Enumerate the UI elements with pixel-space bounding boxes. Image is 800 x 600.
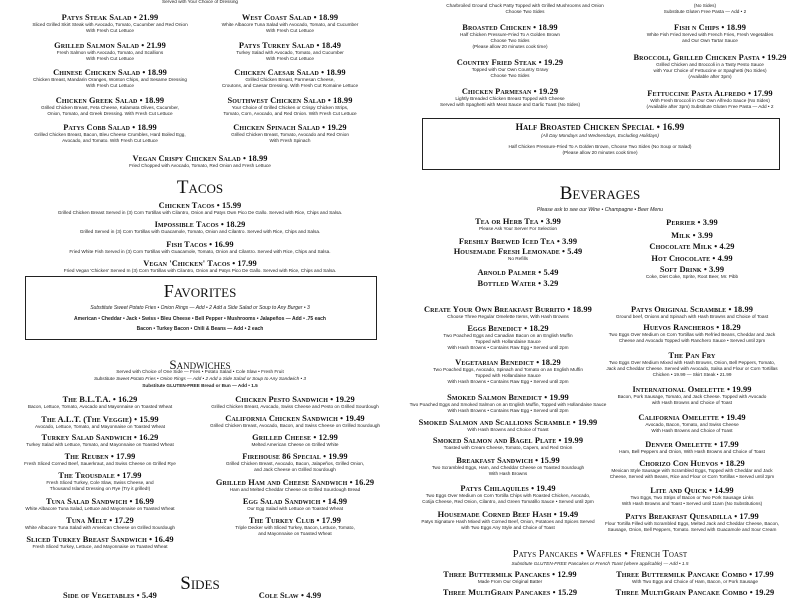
sandwich-item: [3, 433, 198, 448]
menu-item-description: Patys Signature Hash Mixed with Corned Beef, Onion, Potatoes and Spices Served with Two Eggs Any Style and Choice of Toast: [421, 519, 595, 530]
menu-item-title: Patys Turkey Salad • 18.49: [238, 41, 342, 50]
menu-item-title: Egg Salad Sandwich • 14.99: [242, 497, 348, 506]
menu-item-description: Two Eggs Over Medium on Corn Tortillas with Refried Beans, Cheddar and Jack Cheese and Avocado Topped with Ranchero Sauce • Served until 2pm: [608, 332, 776, 343]
menu-item-description: Fresh Sliced Corned Beef, Sauerkraut, and Swiss Cheese on Grilled Rye: [24, 461, 176, 466]
sandwich-item: [3, 415, 198, 430]
menu-item-description: Made From Our Original Batter: [477, 579, 543, 584]
menu-item-title: The Trousdale • 17.99: [58, 471, 142, 480]
menu-item-title: Broccoli, Grilled Chicken Pasta • 19.29: [633, 53, 787, 62]
sandwich-item: [195, 433, 395, 448]
menu-item-description: Grilled Served in (3) Corn Tortillas with Guacamole, Tomato, Onion and Cilantro. Served with Rice, Chips and Salsa.: [79, 229, 321, 234]
menu-item-title: Smoked Salmon Benedict • 19.99: [447, 393, 569, 402]
menu-item-description: Ham, Bell Peppers and Onion, With Hash Browns and Choice of Toast: [619, 449, 765, 454]
menu-item-title: Chinese Chicken Salad • 18.99: [53, 68, 167, 77]
menu-item-description: Turkey Salad with Avocado, Tomato, and Cucumber With Fresh Cut Lettuce: [236, 50, 344, 61]
dinner-item: [405, 23, 615, 50]
pancakes-heading: Patys Pancakes • Waffles • French Toast: [512, 549, 688, 560]
menu-item-title: Chicken Pesto Sandwich • 19.29: [235, 395, 355, 404]
menu-item-title: Lite and Quick • 14.99: [650, 486, 734, 495]
menu-item-description: Grilled Chicken Breast, Avocado, Bacon, Jalapeños, Grilled Onion, and Jack Cheese on Grilled Sourdough: [225, 461, 365, 472]
menu-item-title: Smoked Salmon and Scallions Scramble • 19.99: [418, 418, 598, 427]
salad-item: [185, 13, 395, 34]
menu-item-title: Patys Chilaquiles • 19.49: [460, 484, 556, 493]
beverage-item: [592, 242, 792, 251]
menu-item-description: Coke, Diet Coke, Sprite, Root Beer, Mr. Pibb: [645, 274, 739, 279]
menu-item-description: Grilled Chicken Breast, Feta Cheese, Kalamata Olives, Cucumber, Onion, Tomato, and Greek Dressing. With Fresh Cut Lettuce: [40, 105, 180, 116]
beverage-item: [592, 254, 792, 263]
menu-item-title: Freshly Brewed Iced Tea • 3.99: [458, 237, 578, 246]
menu-item-description: Sliced Grilled Skirt Steak with Avocado, Tomato, Cucumber and Red Onion With Fresh Cut Lettuce: [32, 22, 188, 33]
menu-item-description: With Hash Browns and Choice of Toast: [467, 427, 549, 432]
menu-item-title: The B.L.T.A. • 16.29: [62, 395, 138, 404]
menu-item-title: Vegan Crispy Chicken Salad • 18.99: [132, 154, 268, 163]
menu-item-description: Bacon, Pork Sausage, Tomato, and Jack Cheese. Topped with Avocado with Hash Browns and Choice of Toast: [617, 394, 767, 405]
salad-item: [50, 154, 350, 169]
menu-item-title: Tuna Melt • 17.29: [66, 516, 134, 525]
beverage-item: [592, 218, 792, 227]
right-menu-page: [400, 0, 800, 600]
pancake-item: [590, 570, 800, 585]
sandwich-item: [3, 535, 198, 550]
taco-item: [10, 240, 390, 255]
menu-item-title: Soft Drink • 3.99: [659, 265, 725, 274]
menu-item-description: Fresh Sliced Turkey, Cole Slaw, Swiss Cheese, and Thousand Island Dressing on Rye (Try it grilled!): [46, 480, 154, 491]
menu-item-description: Two Eggs Over Medium on Corn Tortilla Chips with Roasted Chicken, Avocado, Cotija Cheese, Red Onion, Cilantro, and Green Tomatillo Sauce • Served until 2pm: [422, 493, 594, 504]
menu-item-description: Two Poached Eggs and Smoked Salmon on an English Muffin, Topped with Hollandaise Sauce With Hash Browns • Contains Raw Egg • Served until 2pm: [409, 402, 607, 413]
menu-item-description: Fried White Fish Served in (3) Corn Tortillas with Guacamole, Tomato, Onion and Cilantro. Served with Rice, Chips and Salsa.: [69, 249, 331, 254]
salad-item: [185, 96, 395, 117]
menu-item-description: Fried Chopped with Avocado, Tomato, Red Onion and Fresh Lettuce: [129, 163, 271, 168]
menu-item-description: Avocado, Bacon, Tomato, and Swiss Cheese With Hash Browns and Choice of Toast: [645, 422, 739, 433]
menu-item-description: With Two Eggs and Choice of Ham, Bacon, or Pork Sausage: [631, 579, 759, 584]
menu-item-description: Grilled Chicken and Broccoli in a Tasty Pesto Sauce with Your Choice of Fettuccine or Spaghetti (No Sides) (Available after 3pm): [653, 62, 767, 79]
menu-item-description: Please Ask Your Server For Selection: [479, 226, 557, 231]
taco-item: [10, 220, 390, 235]
menu-item-title: The A.L.T. (The Veggie) • 15.99: [41, 415, 159, 424]
menu-item-description: Flour Tortilla Filled with Scrambled Eggs, Melted Jack and Cheddar Cheese, Bacon, Sausage, Onion, Bell Peppers, Tomato. Served with Guacamole and Sour Cream: [605, 521, 779, 532]
sandwich-item: [3, 471, 198, 492]
menu-item-title: Tuna Salad Sandwich • 16.99: [45, 497, 155, 506]
sides-heading: Sides: [180, 573, 220, 594]
menu-item-title: Breakfast Sandwich • 15.99: [456, 456, 560, 465]
menu-item-title: Chicken Caesar Salad • 18.99: [234, 68, 346, 77]
dinner-item: [610, 89, 800, 110]
salad-item: [5, 41, 215, 62]
menu-item-description: With Fresh Broccoli in Our Own Alfredo Sauce (No Sides) (Available after 3pm) Substitute Gluten Free Pasta — Add • 2: [646, 98, 774, 109]
pancake-item: [405, 570, 615, 585]
menu-item-title: Vegan 'Chicken' Tacos • 17.99: [143, 259, 257, 268]
menu-item-description: Two Eggs, Two Strips of Bacon or Two Pork Sausage Links With Hash Browns and Toast • Served until 11am (No Substitutions): [621, 495, 763, 506]
sandwich-item: [195, 478, 395, 493]
tacos-heading: Tacos: [176, 177, 224, 198]
menu-item-description: Grilled Chicken Breast, Parmesan Cheese, Croutons, and Caesar Dressing. With Fresh Cut Romaine Lettuce: [221, 77, 359, 88]
beverages-note: Please ask to see our Wine • Champagne • Beer Menu: [536, 207, 664, 213]
half-chicken-special: [430, 124, 770, 156]
menu-item-description: Grilled Chicken Breast, Bacon, Bleu Cheese Crumbles, Hard Boiled Egg, Avocado, and Tomato. With Fresh Cut Lettuce: [34, 132, 186, 143]
menu-item-description: Chicken Breast, Mandarin Oranges, Wonton Chips, and Sesame Dressing With Fresh Cut Lettuce: [33, 77, 187, 88]
menu-item-title: International Omelette • 19.99: [632, 385, 752, 394]
menu-item-title: Chocolate Milk • 4.29: [649, 242, 735, 251]
menu-item-description: No Refills: [507, 256, 529, 261]
menu-item-title: The Reuben • 17.99: [64, 452, 136, 461]
dinner-note: Choose Two Sides: [505, 9, 545, 14]
menu-item-title: Impossible Tacos • 18.29: [154, 220, 246, 229]
menu-item-title: West Coast Salad • 18.99: [241, 13, 339, 22]
menu-item-title: Chicken Greek Salad • 18.99: [55, 96, 165, 105]
menu-item-description: Turkey Salad with Lettuce, Tomato, and Mayonnaise on Toasted Wheat: [26, 442, 174, 447]
sandwich-item: [195, 497, 395, 512]
menu-item-title: Create Your Own Breakfast Burrito • 18.99: [424, 305, 592, 314]
menu-item-description: Half Chicken Pressure-Fried To A Golden Brown, Choose Two Sides (No Soup or Salad) (Please allow 20 minutes cook time): [508, 144, 692, 155]
menu-item-description: Bacon, Lettuce, Tomato, Avocado and Mayonnaise on Toasted Wheat: [27, 404, 173, 409]
menu-item-title: Fish n Chips • 18.99: [674, 23, 746, 32]
menu-item-description: Mexican Style Sausage with Scrambled Eggs, Topped with Cheddar and Jack Cheese, Served with Beans, Rice and Flour or Corn Tortillas • Served until 2pm: [609, 468, 775, 479]
menu-item-description: Toasted with Cream Cheese, Tomato, Capers, and Red Onion: [443, 445, 573, 450]
beverages-heading: Beverages: [559, 183, 641, 204]
menu-item-description: White Albacore Tuna Salad with American Cheese on Grilled Sourdough: [24, 525, 176, 530]
menu-item-description: Grilled Chicken Breast Served in (3) Corn Tortillas with Cilantro, Onion and Patys Own Pico De Gallo. Served with Rice, Chips and Salsa.: [57, 210, 343, 215]
sandwiches-heading: Sandwiches: [169, 357, 231, 372]
sandwich-item: [195, 452, 395, 473]
menu-item-description: Topped with Our Own Country Gravy Choose Two Sides: [471, 67, 549, 78]
taco-item: [10, 201, 390, 216]
menu-item-description: Our Egg Salad with Lettuce on Toasted Wheat: [246, 506, 344, 511]
menu-item-description: Grilled Chicken Breast, Tomato, Avocado and Red Onion With Fresh Spinach: [231, 132, 349, 143]
menu-item-title: Fettuccine Pasta Alfredo • 17.99: [647, 89, 773, 98]
menu-item-description: Grilled Chicken Breast, Avocado, Swiss Cheese and Pesto on Grilled Sourdough: [211, 404, 379, 409]
side-item: [200, 591, 380, 600]
menu-item-title: Vegetarian Benedict • 18.29: [455, 358, 561, 367]
beverage-item: [592, 231, 792, 240]
menu-item-description: Fresh Salmon with Avocado, Tomato, and Scallions With Fresh Cut Lettuce: [56, 50, 164, 61]
menu-item-title: Chorizo Con Huevos • 18.29: [639, 459, 745, 468]
breakfast-item: [583, 486, 800, 507]
dinner-item: [610, 53, 800, 80]
menu-item-title: Patys Cobb Salad • 18.99: [63, 123, 157, 132]
side-item: [20, 591, 200, 600]
beverage-item: [413, 279, 623, 288]
menu-item-title: Cole Slaw • 4.99: [258, 591, 322, 600]
menu-item-description: White Fish Fried Served with French Fries, Fresh Vegetables and Our Own Tartar Sauce: [646, 32, 774, 43]
breakfast-item: [583, 413, 800, 434]
menu-item-title: Fish Tacos • 16.99: [166, 240, 234, 249]
sandwich-item: [195, 414, 395, 429]
menu-item-title: Turkey Salad Sandwich • 16.29: [41, 433, 159, 442]
breakfast-item: [583, 305, 800, 320]
menu-item-title: Huevos Rancheros • 18.29: [643, 323, 741, 332]
pancake-item: [590, 588, 800, 597]
favorites-note: Substitute Sweet Potato Fries • Onion Rings — Add • 2 Add a Side Salad or Soup to Any Burger • 3: [90, 305, 310, 311]
sandwich-item: [3, 452, 198, 467]
salad-item: [185, 123, 395, 144]
salads-intro: Served with Your Choice of Dressing: [161, 0, 239, 4]
menu-item-description: Two Poached Eggs and Canadian Bacon on an English Muffin Topped with Hollandaise Sauce With Hash Browns • Contains Raw Egg • Served until 2pm: [443, 333, 573, 350]
menu-item-title: Chicken Tacos • 15.99: [158, 201, 242, 210]
menu-item-title: Three Buttermilk Pancakes • 12.99: [443, 570, 577, 579]
menu-item-title: California Chicken Sandwich • 19.49: [225, 414, 365, 423]
taco-item: [10, 259, 390, 274]
salad-item: [5, 96, 215, 117]
menu-item-title: Housemade Corned Beef Hash • 19.49: [437, 510, 579, 519]
menu-item-title: Arnold Palmer • 5.49: [477, 268, 559, 277]
breakfast-item: [583, 512, 800, 533]
menu-item-title: Patys Steak Salad • 21.99: [61, 13, 159, 22]
sandwiches-note: Substitute Sweet Potato Fries • Onion Rings — Add • 2 Add a Side Salad or Soup to Any Sandwich • 3: [93, 376, 307, 381]
menu-item-title: Patys Original Scramble • 18.99: [630, 305, 754, 314]
menu-item-title: The Pan Fry: [668, 351, 716, 360]
menu-item-title: Country Fried Steak • 19.29: [456, 58, 564, 67]
menu-item-description: Choose Three Regular Omelette Items, With Hash Browns: [447, 314, 569, 319]
menu-item-title: Chicken Spinach Salad • 19.29: [233, 123, 347, 132]
menu-item-title: Three MultiGrain Pancake Combo • 19.29: [615, 588, 775, 597]
breakfast-item: [583, 385, 800, 406]
breakfast-item: [583, 323, 800, 344]
sandwiches-note: Substitute GLUTEN-FREE Bread or Bun — Add • 1.5: [142, 383, 258, 388]
sandwich-item: [3, 395, 198, 410]
dinner-note: Charbroiled Ground Chuck Patty Topped with Grilled Mushrooms and Onion: [446, 3, 604, 8]
salad-item: [185, 41, 395, 62]
menu-item-description: Triple Decker with Sliced Turkey, Bacon, Lettuce, Tomato, and Mayonnaise on Toasted Wheat: [235, 525, 355, 536]
pancake-item: [405, 588, 615, 597]
dinner-item: [610, 23, 800, 44]
favorites-note: Bacon • Turkey Bacon • Chili & Beans — Add • 2 each: [136, 326, 264, 332]
menu-item-subtitle: (All Day Mondays and Wednesdays, Excluding Holidays): [541, 133, 659, 138]
menu-item-title: Southwest Chicken Salad • 18.99: [227, 96, 353, 105]
sandwiches-note: Served with Choice of One Side — Fries • Potato Salad • Cole Slaw • Fresh Fruit: [116, 369, 284, 374]
menu-item-title: Bottled Water • 3.29: [477, 279, 559, 288]
breakfast-item: [583, 351, 800, 378]
menu-item-title: Chicken Parmesan • 19.29: [461, 87, 559, 96]
salad-item: [5, 123, 215, 144]
menu-item-description: Two Eggs Over Medium Mixed with Hash Browns, Onion, Bell Peppers, Tomato, Jack and Cheddar Cheese. Served with Avocado, Salsa and Flour or Corn Tortillas Chicken • 19.99 — Skirt Steak • 21.99: [606, 360, 778, 377]
menu-item-description: Ham and Melted Cheddar Cheese on Grilled Sourdough Bread: [229, 487, 361, 492]
menu-item-title: Three Buttermilk Pancake Combo • 17.99: [616, 570, 774, 579]
menu-item-title: Grilled Salmon Salad • 21.99: [54, 41, 166, 50]
dinner-note: (No Sides): [693, 3, 717, 8]
sandwich-item: [3, 497, 198, 512]
menu-item-title: Grilled Ham and Cheese Sandwich • 16.29: [215, 478, 375, 487]
salad-item: [5, 13, 215, 34]
breakfast-item: [583, 440, 800, 455]
menu-item-title: Denver Omelette • 17.99: [645, 440, 739, 449]
favorites-heading: Favorites: [163, 281, 237, 301]
menu-item-description: Avocado, Lettuce, Tomato, and Mayonnaise on Toasted Wheat: [34, 424, 166, 429]
menu-item-title: Patys Breakfast Quesadilla • 17.99: [625, 512, 759, 521]
menu-item-title: Perrier • 3.99: [666, 218, 718, 227]
menu-item-description: Half Chicken Pressure-Fried To A Golden Brown Choose Two Sides (Please allow 20 minutes cook time): [460, 32, 560, 49]
menu-item-title: Milk • 3.99: [671, 231, 713, 240]
menu-item-title: Eggs Benedict • 18.29: [467, 324, 549, 333]
sandwich-item: [195, 516, 395, 537]
salad-item: [185, 68, 395, 89]
menu-item-description: Two Scrambled Eggs, Ham, and Cheddar Cheese on Toasted Sourdough With Hash Browns: [431, 465, 585, 476]
menu-item-title: California Omelette • 19.49: [638, 413, 746, 422]
menu-item-title: Grilled Cheese • 12.99: [252, 433, 338, 442]
menu-item-title: Sliced Turkey Breast Sandwich • 16.49: [26, 535, 174, 544]
menu-item-title: Tea or Herb Tea • 3.99: [475, 217, 561, 226]
dinner-item: [405, 58, 615, 79]
menu-item-title: The Turkey Club • 17.99: [248, 516, 342, 525]
sandwich-item: [195, 395, 395, 410]
dinner-item: [405, 87, 615, 108]
menu-item-title: Firehouse 86 Special • 19.99: [242, 452, 348, 461]
pancakes-note: Substitute GLUTEN-FREE Pancakes or French Toast (where applicable) — Add • 1.5: [511, 561, 689, 566]
menu-item-title: Hot Chocolate • 4.99: [651, 254, 733, 263]
menu-item-title: Broasted Chicken • 18.99: [462, 23, 558, 32]
menu-item-title: Housemade Fresh Lemonade • 5.49: [453, 247, 583, 256]
breakfast-item: [583, 459, 800, 480]
menu-item-description: Fried Vegan 'Chicken' Served In (3) Corn Tortillas with Cilantro, Onion and Patys Pico De Gallo. Served with Rice, Chips and Salsa.: [63, 268, 337, 273]
menu-item-description: Two Poached Eggs, Avocado, Spinach and Tomato on an English Muffin Topped with Hollandaise Sauce With Hash Browns • Contains Raw Egg • Served until 2pm: [433, 367, 583, 384]
menu-item-description: Grilled Chicken Breast, Avocado, Bacon, and Swiss Cheese on Grilled Sourdough: [209, 423, 381, 428]
menu-item-title: Half Broasted Chicken Special • 16.99: [515, 123, 685, 133]
menu-item-description: Fresh Sliced Turkey, Lettuce, and Mayonnaise on Toasted Wheat: [32, 544, 168, 549]
menu-item-description: Melted American Cheese on Grilled White: [251, 442, 339, 447]
menu-item-description: Ground beef, Onions and Spinach with Hash Browns and Choice of Toast: [615, 314, 769, 319]
menu-item-description: Lightly Breaded Chicken Breast Topped with Cheese Served with Spaghetti with Meat Sauce and Garlic Toast (No Sides): [439, 96, 581, 107]
menu-item-title: Side of Vegetables • 5.49: [63, 591, 157, 600]
menu-item-description: White Albacore Tuna Salad, Lettuce and Mayonnaise on Toasted Wheat: [25, 506, 175, 511]
favorites-note: American • Cheddar • Jack • Swiss • Bleu Cheese • Bell Pepper • Mushrooms • Jalapeños — Add • .75 each: [74, 316, 326, 322]
menu-item-description: Your Choice of Grilled Chicken or Crispy Chicken Strips, Tomato, Corn, Avocado, and Red Onion. With Fresh Cut Lettuce: [223, 105, 357, 116]
menu-item-description: White Albacore Tuna Salad with Avocado, Tomato, and Cucumber With Fresh Cut Lettuce: [221, 22, 359, 33]
salad-item: [5, 68, 215, 89]
dinner-note: Substitute Gluten Free Pasta — Add • 2: [663, 9, 747, 14]
menu-item-title: Smoked Salmon and Bagel Plate • 19.99: [432, 436, 584, 445]
menu-item-title: Three MultiGrain Pancakes • 15.29: [442, 588, 578, 597]
sandwich-item: [3, 516, 198, 531]
beverage-item: [592, 265, 792, 280]
